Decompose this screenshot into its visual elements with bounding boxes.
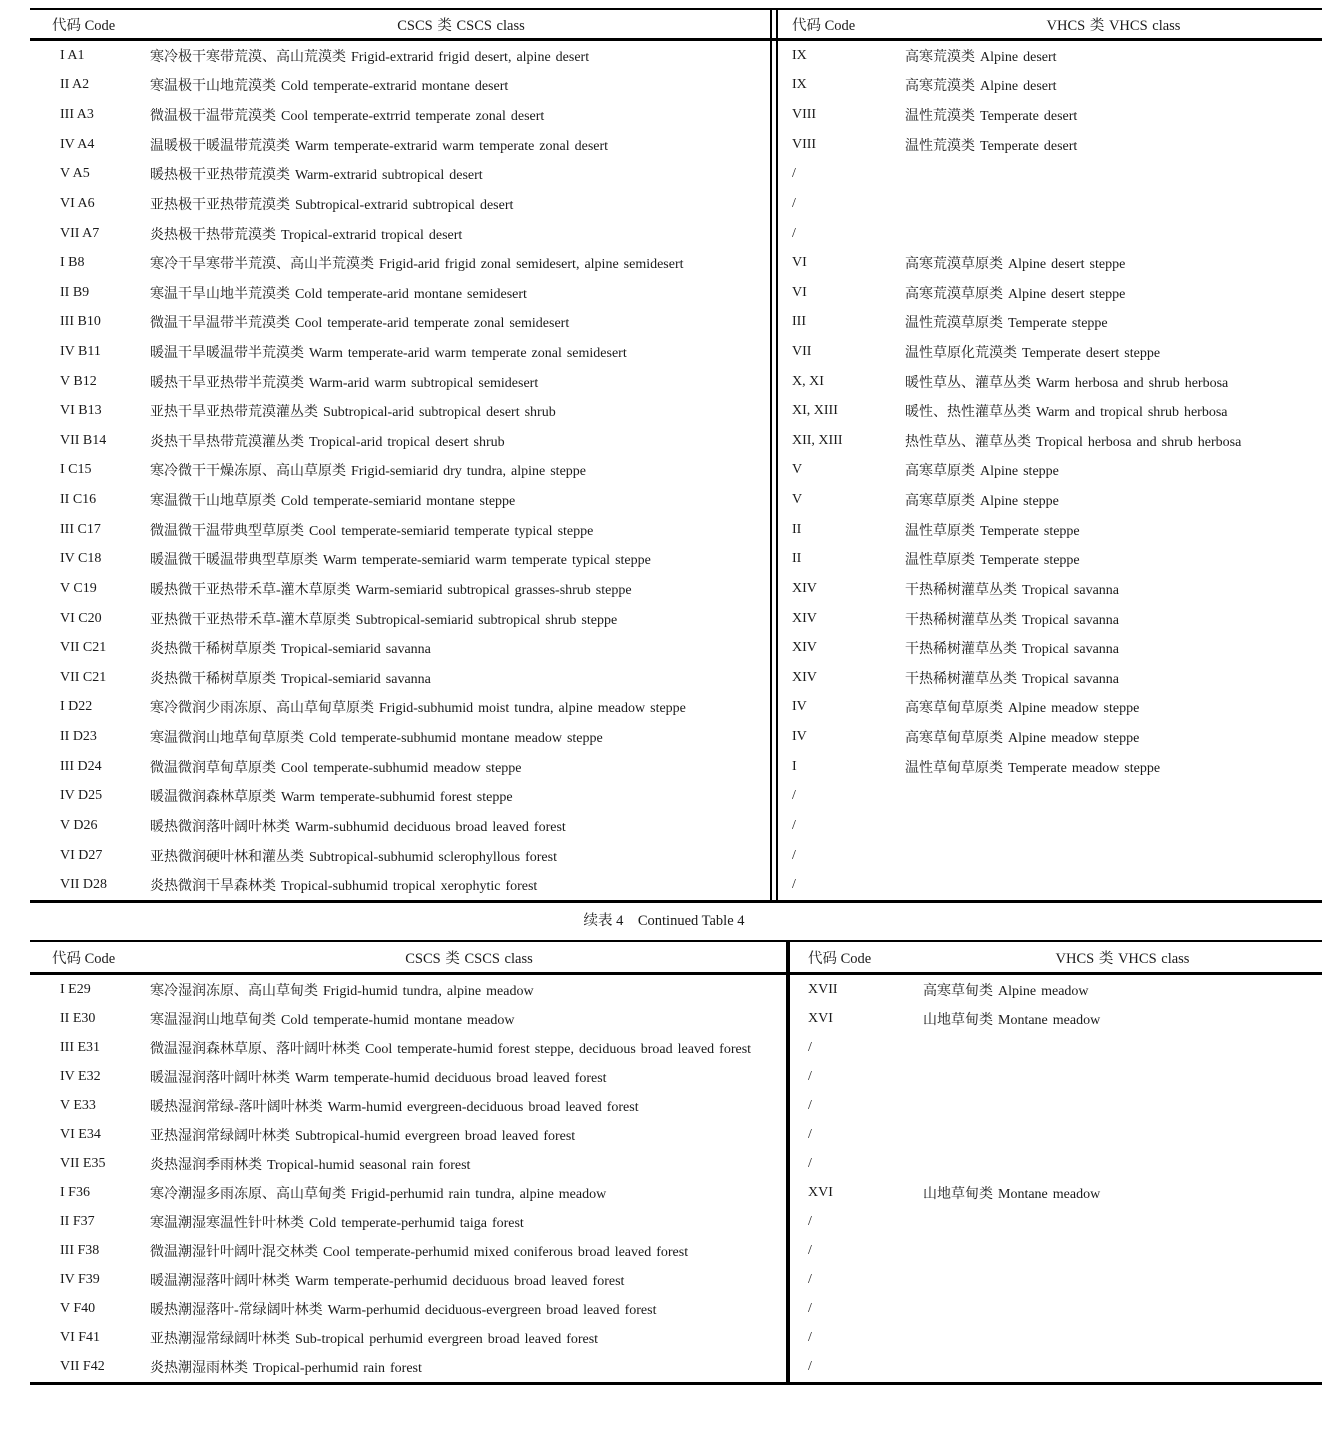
cell-cscs-code: VII D28 — [60, 877, 108, 893]
cell-cscs-class: 暖热微干亚热带禾草-灌木草原类 Warm-semiarid subtropical grasses-shrub steppe — [150, 582, 632, 598]
cell-cscs-code: II A2 — [60, 77, 90, 93]
cell-cscs-code: VI D27 — [60, 847, 103, 863]
table-row — [30, 545, 1322, 575]
cell-vhcs-code: / — [792, 817, 796, 833]
cell-vhcs-code: / — [808, 1272, 812, 1288]
cell-vhcs-class: 干热稀树灌草丛类 Tropical savanna — [905, 582, 1120, 598]
cell-vhcs-class: 热性草丛、灌草丛类 Tropical herbosa and shrub herbosa — [905, 434, 1242, 450]
cell-cscs-class: 寒温潮湿寒温性针叶林类 Cold temperate-perhumid taiga forest — [150, 1216, 524, 1232]
cell-vhcs-class: 温性草原类 Temperate steppe — [905, 553, 1080, 569]
cell-cscs-code: I A1 — [60, 47, 85, 63]
cell-vhcs-code: VII — [792, 344, 812, 359]
cell-cscs-code: III F38 — [60, 1243, 100, 1259]
cell-cscs-class: 寒温极干山地荒漠类 Cold temperate-extrarid montane desert — [150, 79, 509, 95]
cell-cscs-code: VII E35 — [60, 1155, 106, 1171]
cell-cscs-code: III C17 — [60, 521, 101, 537]
cell-vhcs-code: III — [792, 314, 806, 330]
table-row — [30, 693, 1322, 723]
cell-vhcs-code: I — [792, 758, 797, 774]
cell-vhcs-code: XI, XIII — [792, 403, 838, 419]
table-row — [30, 1149, 1322, 1178]
cell-vhcs-class: 高寒草甸类 Alpine meadow — [923, 983, 1089, 999]
cell-vhcs-code: V — [792, 492, 803, 508]
table-row — [30, 604, 1322, 634]
table-row — [30, 811, 1322, 841]
cell-vhcs-code: X, XI — [792, 373, 824, 389]
cell-cscs-code: VI A6 — [60, 195, 95, 211]
cell-vhcs-code: / — [808, 1243, 812, 1259]
table-row — [30, 71, 1322, 101]
cell-vhcs-class: 高寒荒漠类 Alpine desert — [905, 79, 1057, 95]
table-row — [30, 396, 1322, 426]
table-row — [30, 1208, 1322, 1237]
cell-vhcs-code: XVI — [808, 1010, 833, 1026]
cell-vhcs-code: IV — [792, 729, 807, 745]
cell-vhcs-code: / — [808, 1359, 812, 1375]
cell-cscs-code: V A5 — [60, 166, 90, 182]
cell-vhcs-code: / — [808, 1126, 812, 1142]
header-cscs-class: CSCS 类 CSCS class — [397, 17, 525, 34]
table-row — [30, 1295, 1322, 1324]
table-row — [30, 219, 1322, 249]
cell-vhcs-class: 高寒草甸草原类 Alpine meadow steppe — [905, 701, 1140, 717]
cell-cscs-class: 暖温潮湿落叶阔叶林类 Warm temperate-perhumid deciduous broad leaved forest — [150, 1274, 625, 1290]
table-row — [30, 1033, 1322, 1062]
cell-vhcs-code: XVI — [808, 1185, 833, 1201]
cell-cscs-class: 寒冷极干寒带荒漠、高山荒漠类 Frigid-extrarid frigid desert, alpine desert — [150, 49, 590, 65]
table-row — [30, 782, 1322, 812]
header-vhcs-class: VHCS 类 VHCS class — [1046, 17, 1181, 34]
cell-vhcs-code: VIII — [792, 107, 817, 123]
cell-vhcs-code: / — [792, 195, 796, 211]
table-row — [30, 515, 1322, 545]
cell-cscs-code: IV B11 — [60, 344, 101, 359]
cell-vhcs-code: / — [808, 1330, 812, 1346]
table-cscs-vhcs-continued — [30, 940, 1322, 1385]
cell-vhcs-class: 温性草原化荒漠类 Temperate desert steppe — [905, 346, 1161, 361]
cell-cscs-class: 亚热干旱亚热带荒漠灌丛类 Subtropical-arid subtropical desert shrub — [150, 405, 556, 421]
cell-cscs-code: VII F42 — [60, 1359, 105, 1375]
cell-cscs-code: II D23 — [60, 729, 97, 745]
cell-cscs-class: 亚热极干亚热带荒漠类 Subtropical-extrarid subtropical desert — [150, 197, 514, 213]
cell-cscs-class: 寒冷干旱寒带半荒漠、高山半荒漠类 Frigid-arid frigid zonal semidesert, alpine semidesert — [150, 257, 684, 273]
table-row — [30, 189, 1322, 219]
header-code-right: 代码 Code — [808, 950, 872, 967]
cell-vhcs-code: XIV — [792, 669, 817, 685]
table-row — [30, 633, 1322, 663]
cell-cscs-code: I F36 — [60, 1185, 90, 1201]
cell-vhcs-class: 高寒荒漠类 Alpine desert — [905, 49, 1057, 65]
cell-cscs-class: 寒温微干山地草原类 Cold temperate-semiarid montane steppe — [150, 494, 516, 510]
cell-vhcs-class: 高寒荒漠草原类 Alpine desert steppe — [905, 286, 1126, 302]
cell-vhcs-code: / — [808, 1068, 812, 1084]
cell-cscs-class: 微温潮湿针叶阔叶混交林类 Cool temperate-perhumid mixed coniferous broad leaved forest — [150, 1245, 689, 1261]
cell-vhcs-code: XIV — [792, 640, 817, 656]
cell-cscs-class: 暖温干旱暖温带半荒漠类 Warm temperate-arid warm temperate zonal semidesert — [150, 346, 627, 361]
cell-cscs-class: 暖热干旱亚热带半荒漠类 Warm-arid warm subtropical semidesert — [150, 375, 539, 391]
cell-cscs-code: VII C21 — [60, 669, 107, 685]
cell-cscs-class: 亚热微干亚热带禾草-灌木草原类 Subtropical-semiarid subtropical shrub steppe — [150, 612, 618, 628]
cell-cscs-class: 微温干旱温带半荒漠类 Cool temperate-arid temperate zonal semidesert — [150, 316, 570, 332]
cell-vhcs-class: 温性荒漠草原类 Temperate steppe — [905, 316, 1108, 332]
cell-cscs-code: I B8 — [60, 255, 85, 271]
cell-cscs-code: V B12 — [60, 373, 97, 389]
table-row — [30, 841, 1322, 871]
cell-cscs-class: 温暖极干暖温带荒漠类 Warm temperate-extrarid warm temperate zonal desert — [150, 138, 609, 154]
cell-cscs-code: I E29 — [60, 981, 91, 997]
cell-cscs-class: 炎热湿润季雨林类 Tropical-humid seasonal rain forest — [150, 1157, 471, 1173]
table-row — [30, 1237, 1322, 1266]
table-row — [30, 663, 1322, 693]
header-code-left: 代码 Code — [52, 950, 116, 967]
table-row — [30, 722, 1322, 752]
cell-cscs-code: IV F39 — [60, 1272, 100, 1288]
cell-vhcs-code: VI — [792, 284, 807, 300]
cell-vhcs-code: XIV — [792, 580, 817, 596]
table-row — [30, 1324, 1322, 1353]
cell-vhcs-code: II — [792, 551, 802, 567]
table-row — [30, 1266, 1322, 1295]
table-row — [30, 248, 1322, 278]
cell-cscs-code: V F40 — [60, 1301, 96, 1317]
cell-cscs-class: 亚热微润硬叶林和灌丛类 Subtropical-subhumid sclerophyllous forest — [150, 849, 557, 865]
table-row — [30, 1004, 1322, 1033]
header-vhcs-class: VHCS 类 VHCS class — [1055, 950, 1190, 967]
cell-vhcs-code: IV — [792, 699, 807, 715]
cell-cscs-class: 微温微润草甸草原类 Cool temperate-subhumid meadow steppe — [150, 760, 522, 776]
cell-cscs-code: IV A4 — [60, 136, 95, 152]
cell-cscs-class: 暖热湿润常绿-落叶阔叶林类 Warm-humid evergreen-deciduous broad leaved forest — [150, 1099, 639, 1115]
cell-cscs-class: 寒冷湿润冻原、高山草甸类 Frigid-humid tundra, alpine meadow — [150, 983, 534, 999]
cell-cscs-class: 寒冷微润少雨冻原、高山草甸草原类 Frigid-subhumid moist tundra, alpine meadow steppe — [150, 701, 686, 717]
cell-cscs-code: II F37 — [60, 1214, 95, 1230]
table-row — [30, 485, 1322, 515]
cell-vhcs-class: 干热稀树灌草丛类 Tropical savanna — [905, 671, 1120, 687]
table-cscs-vhcs — [30, 8, 1322, 903]
cell-vhcs-code: VI — [792, 255, 807, 271]
table-row — [30, 1353, 1322, 1382]
cell-cscs-code: VI F41 — [60, 1330, 101, 1346]
cell-vhcs-class: 温性荒漠类 Temperate desert — [905, 138, 1078, 154]
cell-cscs-class: 暖温微干暖温带典型草原类 Warm temperate-semiarid warm temperate typical steppe — [150, 553, 651, 569]
cell-vhcs-class: 山地草甸类 Montane meadow — [923, 1012, 1101, 1028]
cell-vhcs-code: IX — [792, 47, 807, 63]
cell-vhcs-class: 山地草甸类 Montane meadow — [923, 1187, 1101, 1203]
cell-cscs-class: 寒温微润山地草甸草原类 Cold temperate-subhumid montane meadow steppe — [150, 731, 603, 747]
cell-cscs-class: 微温极干温带荒漠类 Cool temperate-extrrid temperate zonal desert — [150, 109, 545, 125]
cell-cscs-code: VI E34 — [60, 1126, 101, 1142]
header-code-right: 代码 Code — [792, 17, 856, 34]
table-row — [30, 337, 1322, 367]
cell-cscs-code: V D26 — [60, 817, 98, 833]
cell-cscs-code: I C15 — [60, 462, 92, 478]
table-row — [30, 1120, 1322, 1149]
cell-cscs-code: V E33 — [60, 1097, 96, 1113]
cell-vhcs-code: / — [792, 788, 796, 804]
cell-vhcs-code: / — [808, 1301, 812, 1317]
table-row — [30, 41, 1322, 71]
table-column-divider — [786, 942, 790, 1382]
table-row — [30, 1178, 1322, 1207]
cell-vhcs-code: / — [792, 877, 796, 893]
cell-vhcs-code: / — [792, 225, 796, 241]
cell-cscs-code: III B10 — [60, 314, 101, 330]
table-header — [30, 942, 1322, 975]
table-row — [30, 456, 1322, 486]
cell-vhcs-code: XIV — [792, 610, 817, 626]
table-row — [30, 367, 1322, 397]
cell-cscs-class: 炎热极干热带荒漠类 Tropical-extrarid tropical desert — [150, 227, 463, 243]
table-row — [30, 752, 1322, 782]
cell-cscs-class: 寒温湿润山地草甸类 Cold temperate-humid montane meadow — [150, 1012, 515, 1028]
cell-cscs-code: III D24 — [60, 758, 102, 774]
cell-cscs-code: II E30 — [60, 1010, 96, 1026]
cell-cscs-class: 暖热极干亚热带荒漠类 Warm-extrarid subtropical desert — [150, 168, 483, 184]
cell-vhcs-class: 温性草原类 Temperate steppe — [905, 523, 1080, 539]
cell-vhcs-code: / — [808, 1039, 812, 1055]
table-header — [30, 10, 1322, 41]
cell-cscs-code: I D22 — [60, 699, 93, 715]
cell-cscs-class: 炎热干旱热带荒漠灌丛类 Tropical-arid tropical desert shrub — [150, 434, 505, 450]
cell-cscs-code: III A3 — [60, 107, 94, 123]
cell-vhcs-code: V — [792, 462, 803, 478]
cell-cscs-class: 炎热潮湿雨林类 Tropical-perhumid rain forest — [150, 1361, 422, 1377]
cell-vhcs-class: 温性草甸草原类 Temperate meadow steppe — [905, 760, 1161, 776]
continued-table-caption: 续表 4 Continued Table 4 — [583, 913, 745, 929]
cell-vhcs-class: 干热稀树灌草丛类 Tropical savanna — [905, 642, 1120, 658]
table-row — [30, 1062, 1322, 1091]
table-body — [30, 41, 1322, 900]
cell-vhcs-class: 高寒草原类 Alpine steppe — [905, 464, 1059, 480]
cell-cscs-class: 炎热微干稀树草原类 Tropical-semiarid savanna — [150, 642, 431, 658]
cell-cscs-class: 亚热潮湿常绿阔叶林类 Sub-tropical perhumid evergreen broad leaved forest — [150, 1332, 599, 1348]
cell-vhcs-code: VIII — [792, 136, 817, 152]
cell-cscs-class: 炎热微润干旱森林类 Tropical-subhumid tropical xerophytic forest — [150, 879, 538, 895]
cell-cscs-code: VI C20 — [60, 610, 102, 626]
table-row — [30, 975, 1322, 1004]
cell-vhcs-class: 温性荒漠类 Temperate desert — [905, 109, 1078, 125]
table-row — [30, 100, 1322, 130]
cell-vhcs-code: / — [808, 1097, 812, 1113]
cell-cscs-class: 暖热潮湿落叶-常绿阔叶林类 Warm-perhumid deciduous-evergreen broad leaved forest — [150, 1303, 657, 1319]
table-row — [30, 130, 1322, 160]
cell-vhcs-code: / — [808, 1155, 812, 1171]
cell-cscs-code: VI B13 — [60, 403, 102, 419]
table-row — [30, 574, 1322, 604]
cell-cscs-class: 炎热微干稀树草原类 Tropical-semiarid savanna — [150, 671, 431, 687]
cell-cscs-code: II B9 — [60, 284, 90, 300]
table-body — [30, 975, 1322, 1382]
table-column-divider — [770, 10, 778, 900]
header-code-left: 代码 Code — [52, 17, 116, 34]
table-row — [30, 278, 1322, 308]
cell-vhcs-class: 暖性草丛、灌草丛类 Warm herbosa and shrub herbosa — [905, 375, 1229, 391]
cell-vhcs-code: / — [808, 1214, 812, 1230]
table-row — [30, 1091, 1322, 1120]
cell-cscs-class: 寒冷微干干燥冻原、高山草原类 Frigid-semiarid dry tundra, alpine steppe — [150, 464, 586, 480]
cell-vhcs-code: / — [792, 847, 796, 863]
cell-cscs-code: IV C18 — [60, 551, 102, 567]
cell-cscs-class: 微温湿润森林草原、落叶阔叶林类 Cool temperate-humid forest steppe, deciduous broad leaved forest — [150, 1041, 752, 1057]
cell-vhcs-code: II — [792, 521, 802, 537]
cell-cscs-code: V C19 — [60, 580, 97, 596]
cell-cscs-class: 亚热湿润常绿阔叶林类 Subtropical-humid evergreen broad leaved forest — [150, 1128, 576, 1144]
cell-cscs-code: VII C21 — [60, 640, 107, 656]
cell-cscs-class: 暖热微润落叶阔叶林类 Warm-subhumid deciduous broad leaved forest — [150, 819, 566, 835]
cell-cscs-code: IV D25 — [60, 788, 103, 804]
cell-cscs-class: 暖温微润森林草原类 Warm temperate-subhumid forest steppe — [150, 790, 513, 806]
cell-vhcs-class: 高寒荒漠草原类 Alpine desert steppe — [905, 257, 1126, 273]
cell-cscs-class: 微温微干温带典型草原类 Cool temperate-semiarid temperate typical steppe — [150, 523, 594, 539]
cell-vhcs-class: 高寒草原类 Alpine steppe — [905, 494, 1059, 510]
cell-cscs-class: 寒温干旱山地半荒漠类 Cold temperate-arid montane semidesert — [150, 286, 527, 302]
cell-vhcs-class: 干热稀树灌草丛类 Tropical savanna — [905, 612, 1120, 628]
cell-cscs-class: 寒冷潮湿多雨冻原、高山草甸类 Frigid-perhumid rain tundra, alpine meadow — [150, 1187, 607, 1203]
cell-vhcs-class: 高寒草甸草原类 Alpine meadow steppe — [905, 731, 1140, 747]
table-row — [30, 308, 1322, 338]
cell-vhcs-class: 暖性、热性灌草丛类 Warm and tropical shrub herbosa — [905, 405, 1228, 421]
table-row — [30, 870, 1322, 900]
cell-vhcs-code: / — [792, 166, 796, 182]
cell-cscs-code: VII A7 — [60, 225, 100, 241]
cell-vhcs-code: XVII — [808, 981, 838, 997]
cell-vhcs-code: XII, XIII — [792, 432, 843, 448]
cell-cscs-code: IV E32 — [60, 1068, 101, 1084]
cell-cscs-code: II C16 — [60, 492, 97, 508]
table-row — [30, 159, 1322, 189]
cell-cscs-code: III E31 — [60, 1039, 101, 1055]
table-row — [30, 426, 1322, 456]
header-cscs-class: CSCS 类 CSCS class — [405, 950, 533, 967]
cell-cscs-class: 暖温湿润落叶阔叶林类 Warm temperate-humid deciduous broad leaved forest — [150, 1070, 607, 1086]
cell-vhcs-code: IX — [792, 77, 807, 93]
cell-cscs-code: VII B14 — [60, 432, 107, 448]
